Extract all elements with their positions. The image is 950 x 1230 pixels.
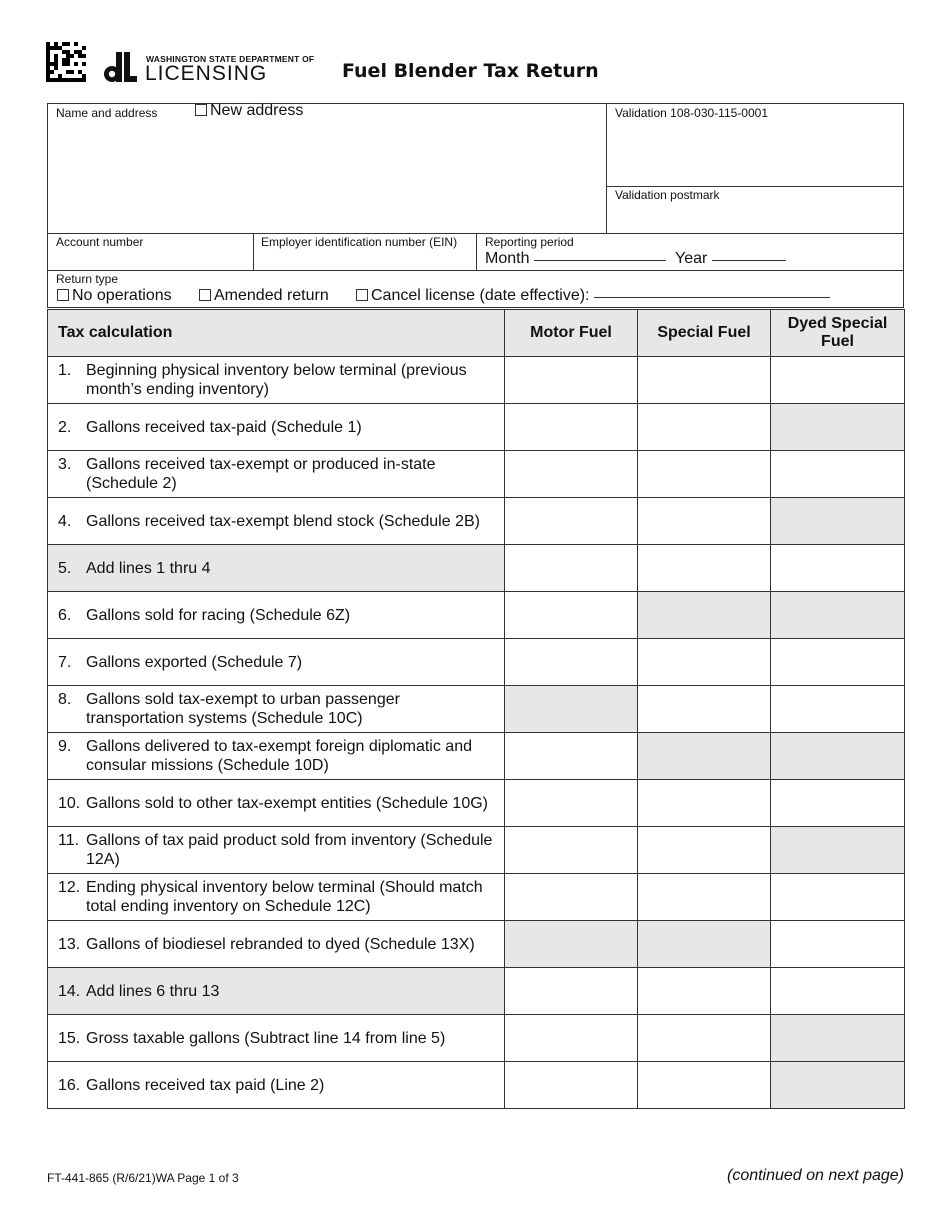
line-description [48,498,505,545]
line-number: 11. [58,832,80,849]
month-field[interactable] [485,250,666,268]
line-number: 9. [58,738,72,755]
dyed-special-fuel-cell-shaded [771,404,905,451]
account-number-field[interactable] [47,233,254,271]
year-field[interactable] [675,250,786,268]
line-number: 8. [58,691,72,708]
validation-label: Validation 108-030-115-0001 [615,106,769,120]
tax-calculation-table [47,309,905,1109]
header-motor-fuel: Motor Fuel [505,310,638,357]
header-tax-calculation: Tax calculation [48,310,505,357]
header-special-fuel: Special Fuel [638,310,771,357]
motor-fuel-cell[interactable] [505,780,638,827]
line-description [48,639,505,686]
return-type-label: Return type [56,272,119,286]
line-description [48,1062,505,1109]
line-text: Gallons received tax-exempt blend stock (Schedule 2B) [86,512,480,530]
dyed-special-fuel-cell[interactable] [771,451,905,498]
table-row [48,1062,905,1109]
agency-large-text: LICENSING [145,62,268,85]
dyed-special-fuel-cell[interactable] [771,780,905,827]
year-label: Year [675,250,708,267]
line-number: 14. [58,982,81,1000]
special-fuel-cell[interactable] [638,1062,771,1109]
special-fuel-cell[interactable] [638,1015,771,1062]
table-row [48,1015,905,1062]
special-fuel-cell[interactable] [638,451,771,498]
dyed-special-fuel-cell[interactable] [771,968,905,1015]
dyed-special-fuel-cell-shaded [771,1015,905,1062]
new-address-checkbox[interactable] [195,104,207,116]
motor-fuel-cell[interactable] [505,827,638,874]
month-input-line[interactable] [534,260,666,261]
motor-fuel-cell[interactable] [505,1062,638,1109]
table-row [48,357,905,404]
table-row [48,827,905,874]
line-description [48,780,505,827]
motor-fuel-cell[interactable] [505,592,638,639]
validation-postmark-label: Validation postmark [615,188,720,202]
line-number: 7. [58,653,72,671]
motor-fuel-cell[interactable] [505,1015,638,1062]
dyed-special-fuel-cell-shaded [771,592,905,639]
special-fuel-cell[interactable] [638,968,771,1015]
dyed-special-fuel-cell-shaded [771,827,905,874]
line-text: Gallons exported (Schedule 7) [86,653,303,671]
line-number: 1. [58,362,72,379]
table-row [48,874,905,921]
table-row [48,451,905,498]
line-description [48,827,505,874]
line-text: Add lines 6 thru 13 [86,982,220,1000]
month-label: Month [485,250,530,267]
dyed-special-fuel-cell-shaded [771,733,905,780]
line-number: 16. [58,1076,81,1094]
motor-fuel-cell[interactable] [505,639,638,686]
table-row [48,592,905,639]
motor-fuel-cell[interactable] [505,451,638,498]
table-header-row [48,310,905,357]
line-description [48,592,505,639]
table-row [48,780,905,827]
motor-fuel-cell[interactable] [505,404,638,451]
continued-note: (continued on next page) [726,1167,904,1184]
table-row [48,686,905,733]
line-number: 2. [58,418,72,436]
validation-box [606,103,904,187]
motor-fuel-cell-shaded [505,921,638,968]
amended-return-label: Amended return [214,287,329,304]
special-fuel-cell[interactable] [638,874,771,921]
line-text: Ending physical inventory below terminal (Should match total ending inventory on Schedule 12C) [86,879,483,915]
dyed-special-fuel-cell[interactable] [771,874,905,921]
table-row [48,639,905,686]
line-text: Gallons of tax paid product sold from inventory (Schedule 12A) [86,832,493,868]
line-description [48,1015,505,1062]
line-text: Gross taxable gallons (Subtract line 14 from line 5) [86,1029,446,1047]
table-row [48,545,905,592]
line-number: 5. [58,559,72,577]
line-number: 4. [58,512,72,530]
line-text: Gallons delivered to tax-exempt foreign diplomatic and consular missions (Schedule 10D) [86,738,472,774]
name-address-box[interactable] [47,103,607,234]
form-title: Fuel Blender Tax Return [342,60,599,82]
amended-return-option[interactable] [199,287,329,305]
line-text: Add lines 1 thru 4 [86,559,211,577]
line-text: Gallons sold for racing (Schedule 6Z) [86,606,351,624]
dyed-special-fuel-cell-shaded [771,1062,905,1109]
table-row [48,404,905,451]
cancel-license-label: Cancel license (date effective): [371,287,590,304]
line-text: Gallons received tax-paid (Schedule 1) [86,418,362,436]
validation-postmark-box [606,186,904,234]
dol-logo [102,48,315,85]
motor-fuel-cell[interactable] [505,498,638,545]
line-description [48,545,505,592]
line-text: Gallons sold to other tax-exempt entities (Schedule 10G) [86,794,488,812]
motor-fuel-cell[interactable] [505,968,638,1015]
cancel-license-option[interactable] [356,287,830,305]
motor-fuel-cell[interactable] [505,733,638,780]
amended-return-checkbox[interactable] [199,289,211,301]
dyed-special-fuel-cell[interactable] [771,921,905,968]
no-operations-option[interactable] [57,287,172,305]
reporting-period-box [476,233,904,271]
header-dyed-special-fuel: Dyed Special Fuel [771,310,905,357]
line-description [48,404,505,451]
special-fuel-cell[interactable] [638,357,771,404]
line-number: 10. [58,794,81,812]
line-number: 3. [58,456,72,473]
line-text: Gallons of biodiesel rebranded to dyed (Schedule 13X) [86,935,475,953]
line-number: 12. [58,879,81,896]
motor-fuel-cell-shaded [505,686,638,733]
line-number: 6. [58,606,72,624]
dyed-special-fuel-cell-shaded [771,498,905,545]
special-fuel-cell-shaded [638,592,771,639]
no-operations-label: No operations [72,287,172,304]
special-fuel-cell[interactable] [638,498,771,545]
year-input-line[interactable] [712,260,786,261]
line-description [48,733,505,780]
no-operations-checkbox[interactable] [57,289,69,301]
line-description [48,968,505,1015]
dyed-special-fuel-cell[interactable] [771,639,905,686]
table-row [48,968,905,1015]
special-fuel-cell[interactable] [638,780,771,827]
table-row [48,921,905,968]
dyed-special-fuel-cell[interactable] [771,357,905,404]
special-fuel-cell[interactable] [638,686,771,733]
ein-field[interactable] [253,233,477,271]
line-text: Gallons received tax paid (Line 2) [86,1076,325,1094]
table-row [48,733,905,780]
line-number: 15. [58,1029,81,1047]
special-fuel-cell-shaded [638,733,771,780]
special-fuel-cell[interactable] [638,827,771,874]
cancel-date-line[interactable] [594,297,830,298]
line-number: 13. [58,935,81,953]
form-code: FT-441-865 (R/6/21)WA Page 1 of 3 [47,1171,239,1185]
special-fuel-cell[interactable] [638,639,771,686]
agency-small-text: WASHINGTON STATE DEPARTMENT OF [146,54,315,64]
dol-logo-mark [102,50,138,84]
table-row [48,498,905,545]
motor-fuel-cell[interactable] [505,357,638,404]
line-description [48,686,505,733]
line-text: Gallons received tax-exempt or produced in-state (Schedule 2) [86,456,436,492]
line-text: Gallons sold tax-exempt to urban passenger transportation systems (Schedule 10C) [86,691,400,727]
dyed-special-fuel-cell[interactable] [771,686,905,733]
special-fuel-cell-shaded [638,921,771,968]
return-type-box [47,270,904,308]
special-fuel-cell[interactable] [638,545,771,592]
line-description [48,451,505,498]
dyed-special-fuel-cell[interactable] [771,545,905,592]
new-address-label: New address [210,102,304,119]
line-text: Beginning physical inventory below terminal (previous month’s ending inventory) [86,362,467,398]
special-fuel-cell[interactable] [638,404,771,451]
reporting-period-label: Reporting period [485,235,574,249]
motor-fuel-cell[interactable] [505,545,638,592]
data-matrix-barcode [46,42,86,82]
new-address-option[interactable] [195,102,303,120]
name-address-label: Name and address [56,106,158,120]
account-number-label: Account number [56,235,144,249]
line-description [48,357,505,404]
line-description [48,921,505,968]
ein-label: Employer identification number (EIN) [261,235,458,249]
line-description [48,874,505,921]
cancel-license-checkbox[interactable] [356,289,368,301]
motor-fuel-cell[interactable] [505,874,638,921]
